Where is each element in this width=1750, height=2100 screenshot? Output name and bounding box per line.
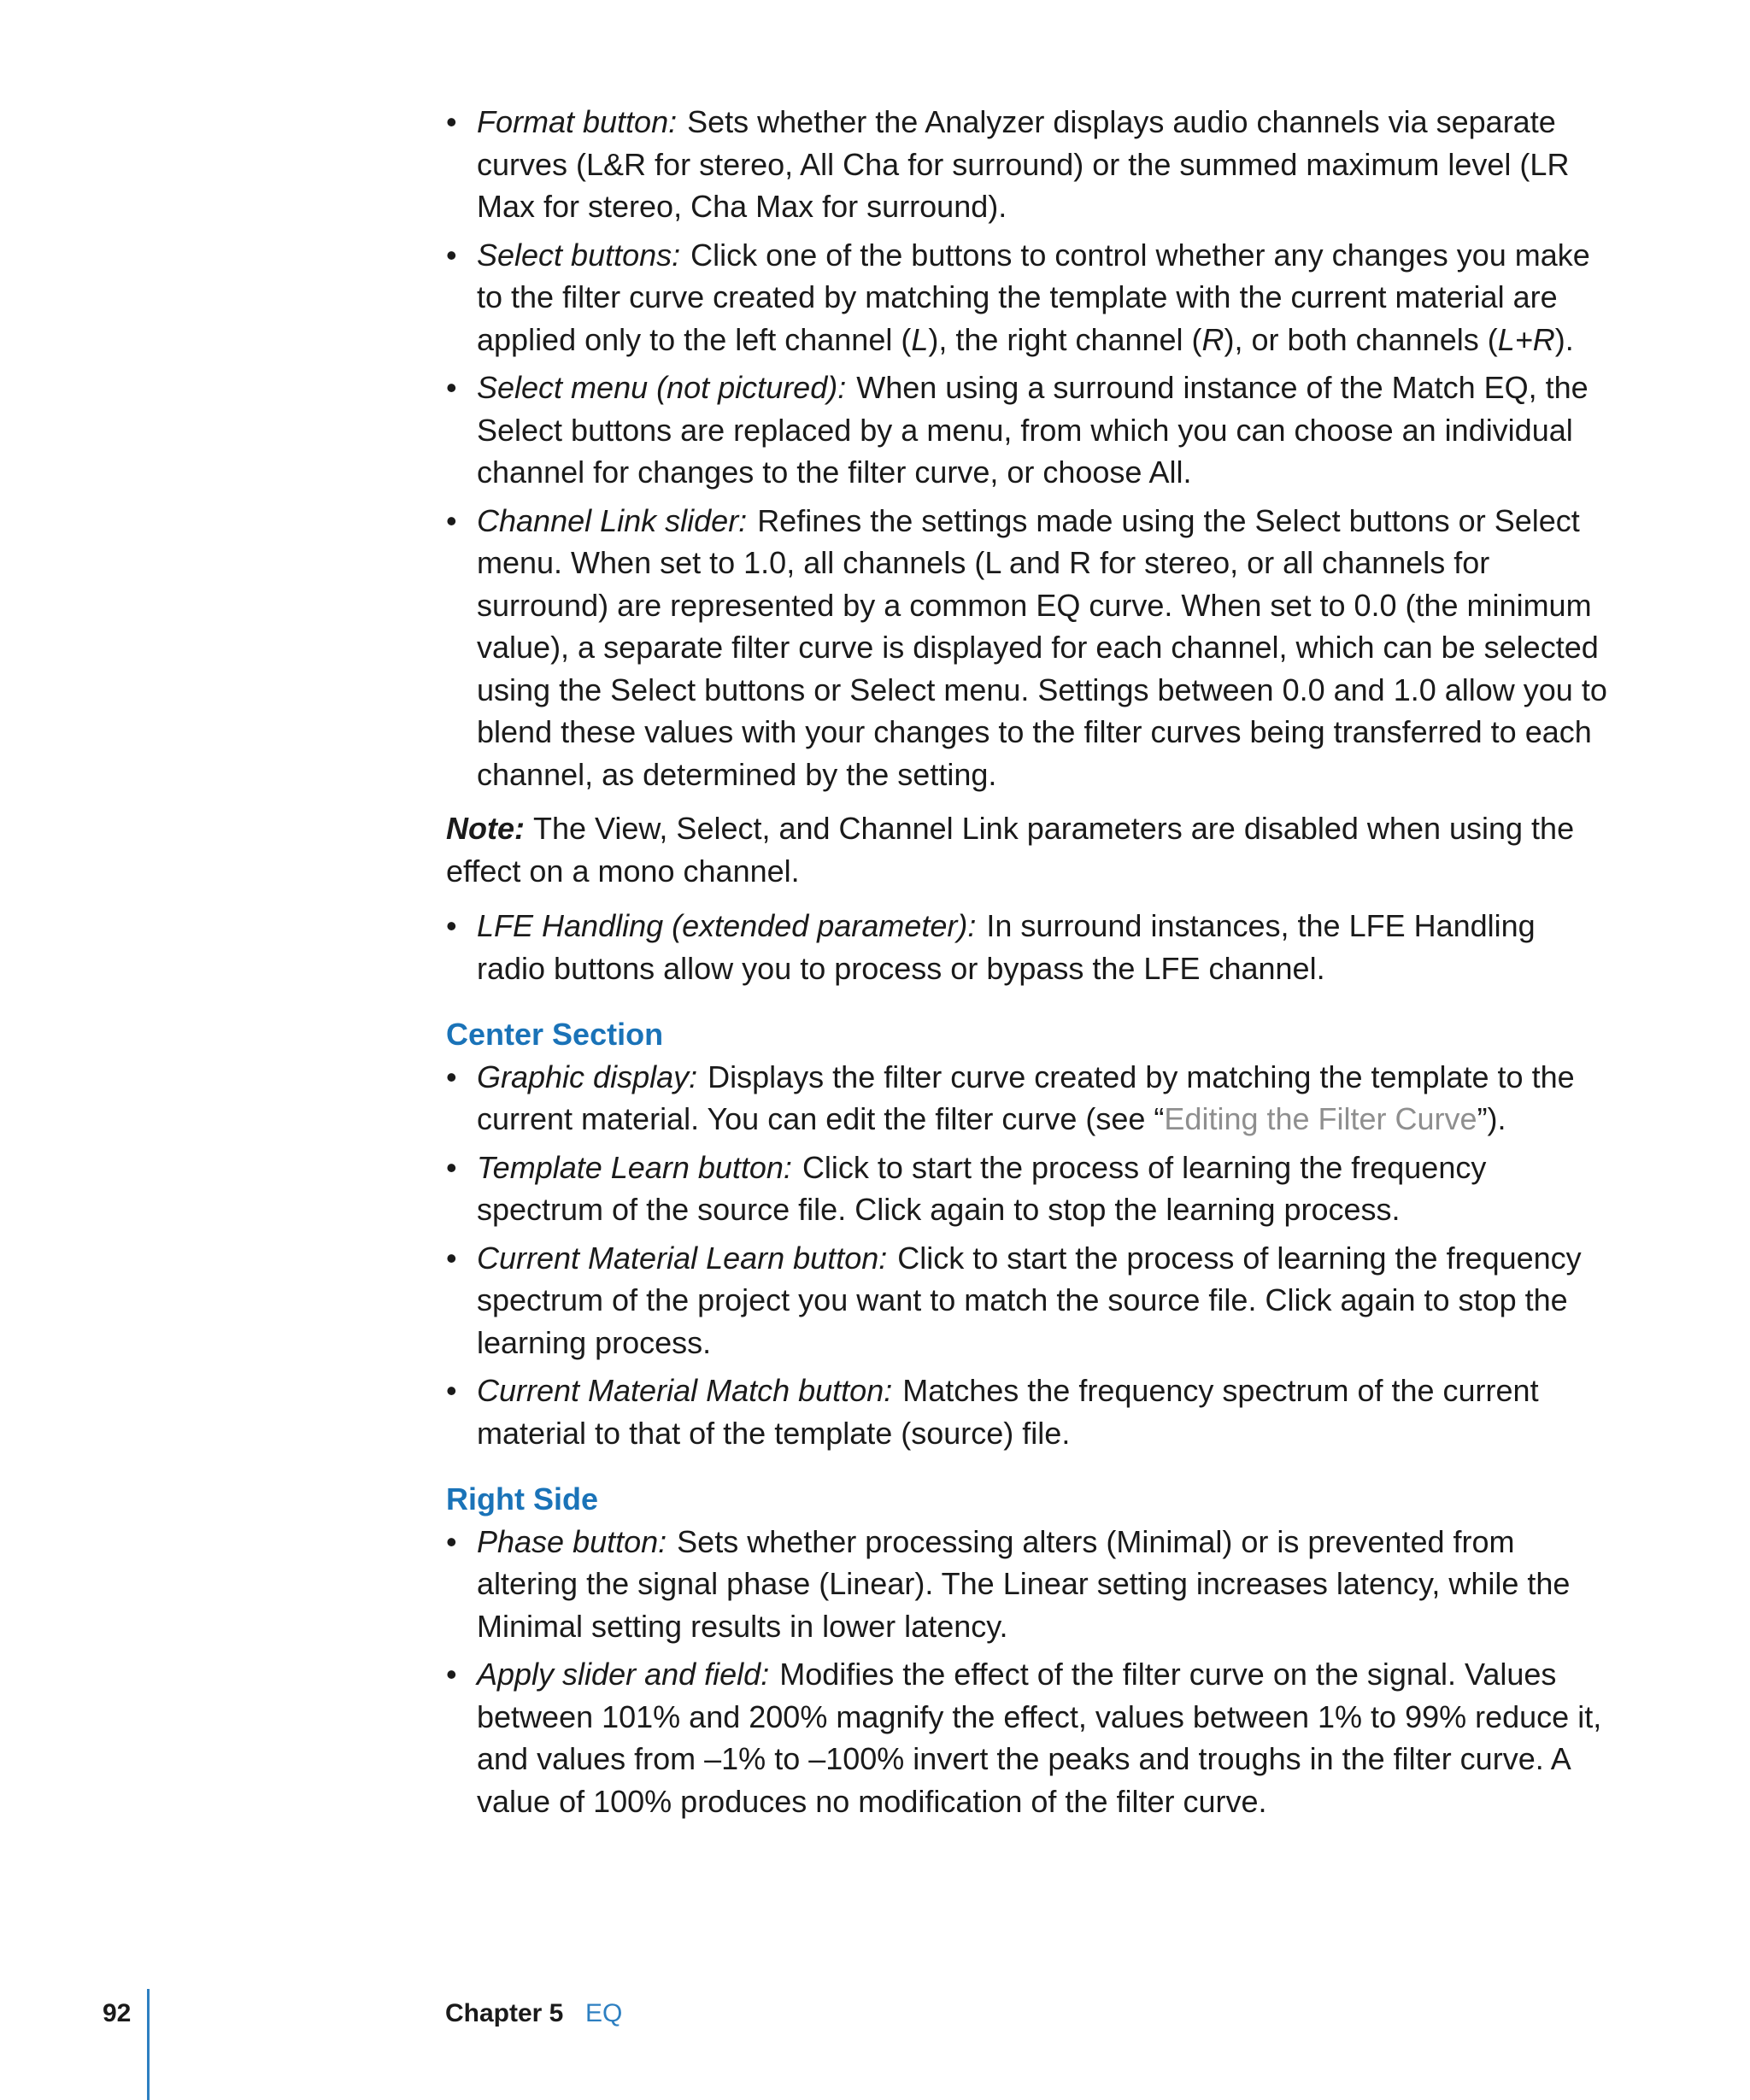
- item-lead: Phase button:: [477, 1523, 667, 1559]
- list-item-template-learn: [446, 1147, 1608, 1231]
- item-body-italic: L: [911, 321, 929, 357]
- item-lead: Format button:: [477, 104, 678, 139]
- section-heading-center: Center Section: [446, 1017, 664, 1052]
- list-item-channel-link-slider: [446, 500, 1608, 796]
- page-content: [446, 101, 1608, 1828]
- footer-chapter: Chapter 5: [445, 1999, 564, 2027]
- note-body: The View, Select, and Channel Link parameters are disabled when using the effect on a mono channel.: [446, 811, 1575, 889]
- item-body: In surround instances, the LFE Handling radio buttons allow you to process or bypass the LFE channel.: [477, 908, 1536, 986]
- bullet: •: [446, 237, 457, 273]
- bullet: •: [446, 908, 457, 943]
- bullet: •: [446, 1657, 457, 1692]
- item-lead: Current Material Learn button:: [477, 1240, 888, 1276]
- item-body-part: ), or both channels (: [1224, 321, 1498, 357]
- item-lead: Select buttons:: [477, 237, 681, 273]
- list-item-current-material-match: [446, 1370, 1608, 1454]
- item-lead: Template Learn button:: [477, 1149, 792, 1185]
- item-lead: Channel Link slider:: [477, 502, 748, 538]
- list-item-graphic-display: [446, 1056, 1608, 1141]
- item-body: Sets whether the Analyzer displays audio channels via separate curves (L&R for stereo, All Cha for surround) or the summed maximum level (LR Max for stereo, Cha Max for surround).: [477, 104, 1570, 224]
- item-body-italic: L+R: [1497, 321, 1555, 357]
- list-item-lfe-handling: [446, 905, 1608, 989]
- list-item-select-menu: [446, 367, 1608, 494]
- item-body: Sets whether processing alters (Minimal) or is prevented from altering the signal phase (Linear). The Linear setting increases latency, while the Minimal setting results in lower latency.: [477, 1523, 1571, 1644]
- note-lead: Note:: [446, 811, 525, 846]
- item-body-tail: ”).: [1477, 1101, 1506, 1136]
- bullet: •: [446, 370, 457, 405]
- page-number: 92: [103, 1999, 132, 2027]
- item-body: When using a surround instance of the Match EQ, the Select buttons are replaced by a menu, from which you can choose an individual channel for changes to the filter curve, or choose All.: [477, 370, 1589, 490]
- bullet: •: [446, 1059, 457, 1094]
- note-paragraph: [446, 807, 1608, 892]
- editing-filter-curve-link[interactable]: Editing the Filter Curve: [1164, 1101, 1477, 1136]
- bullet: •: [446, 1149, 457, 1185]
- item-body-italic: R: [1201, 321, 1224, 357]
- item-body: Refines the settings made using the Select buttons or Select menu. When set to 1.0, all channels (L and R for stereo, or all channels for surround) are represented by a common EQ curve. When set to 0.0 (the minimum value), a separate filter curve is displayed for each channel, which can be selected using the Select buttons or Select menu. Settings between 0.0 and 1.0 allow you to blend these values with your changes to the filter curves being transferred to each channel, as determined by the setting.: [477, 502, 1607, 792]
- item-body: Matches the frequency spectrum of the current material to that of the template (source) file.: [477, 1373, 1539, 1451]
- bullet: •: [446, 104, 457, 139]
- item-lead: Select menu (not pictured):: [477, 370, 847, 405]
- bullet: •: [446, 1523, 457, 1559]
- item-body: Displays the filter curve created by matching the template to the current material. You can edit the filter curve (see “: [477, 1059, 1575, 1136]
- item-lead: LFE Handling (extended parameter):: [477, 908, 977, 943]
- list-item-current-material-learn: [446, 1237, 1608, 1364]
- item-body: Click to start the process of learning the frequency spectrum of the project you want to match the source file. Click again to stop the learning process.: [477, 1240, 1582, 1360]
- item-body-part: ), the right channel (: [928, 321, 1202, 357]
- bullet: •: [446, 502, 457, 538]
- item-lead: Current Material Match button:: [477, 1373, 893, 1408]
- item-body-part: Click one of the buttons to control whether any changes you make to the filter curve created by matching the template with the current material are applied only to the left channel (: [477, 237, 1590, 357]
- section-heading-right-side: Right Side: [446, 1481, 598, 1516]
- item-body: Modifies the effect of the filter curve on the signal. Values between 101% and 200% magnify the effect, values between 1% to 99% reduce it, and values from –1% to –100% invert the peaks and troughs in the filter curve. A value of 100% produces no modification of the filter curve.: [477, 1657, 1602, 1819]
- item-lead: Apply slider and field:: [477, 1657, 770, 1692]
- bullet: •: [446, 1373, 457, 1408]
- item-lead: Graphic display:: [477, 1059, 698, 1094]
- footer-section-link[interactable]: EQ: [585, 1999, 623, 2027]
- footer-rule: [147, 1989, 150, 2100]
- item-body-part: ).: [1554, 321, 1574, 357]
- list-item-apply-slider: [446, 1653, 1608, 1822]
- item-body: Click to start the process of learning the frequency spectrum of the source file. Click again to stop the learning process.: [477, 1149, 1487, 1227]
- list-item-select-buttons: [446, 234, 1608, 361]
- list-item-format-button: [446, 101, 1608, 228]
- list-item-phase-button: [446, 1521, 1608, 1648]
- bullet: •: [446, 1240, 457, 1276]
